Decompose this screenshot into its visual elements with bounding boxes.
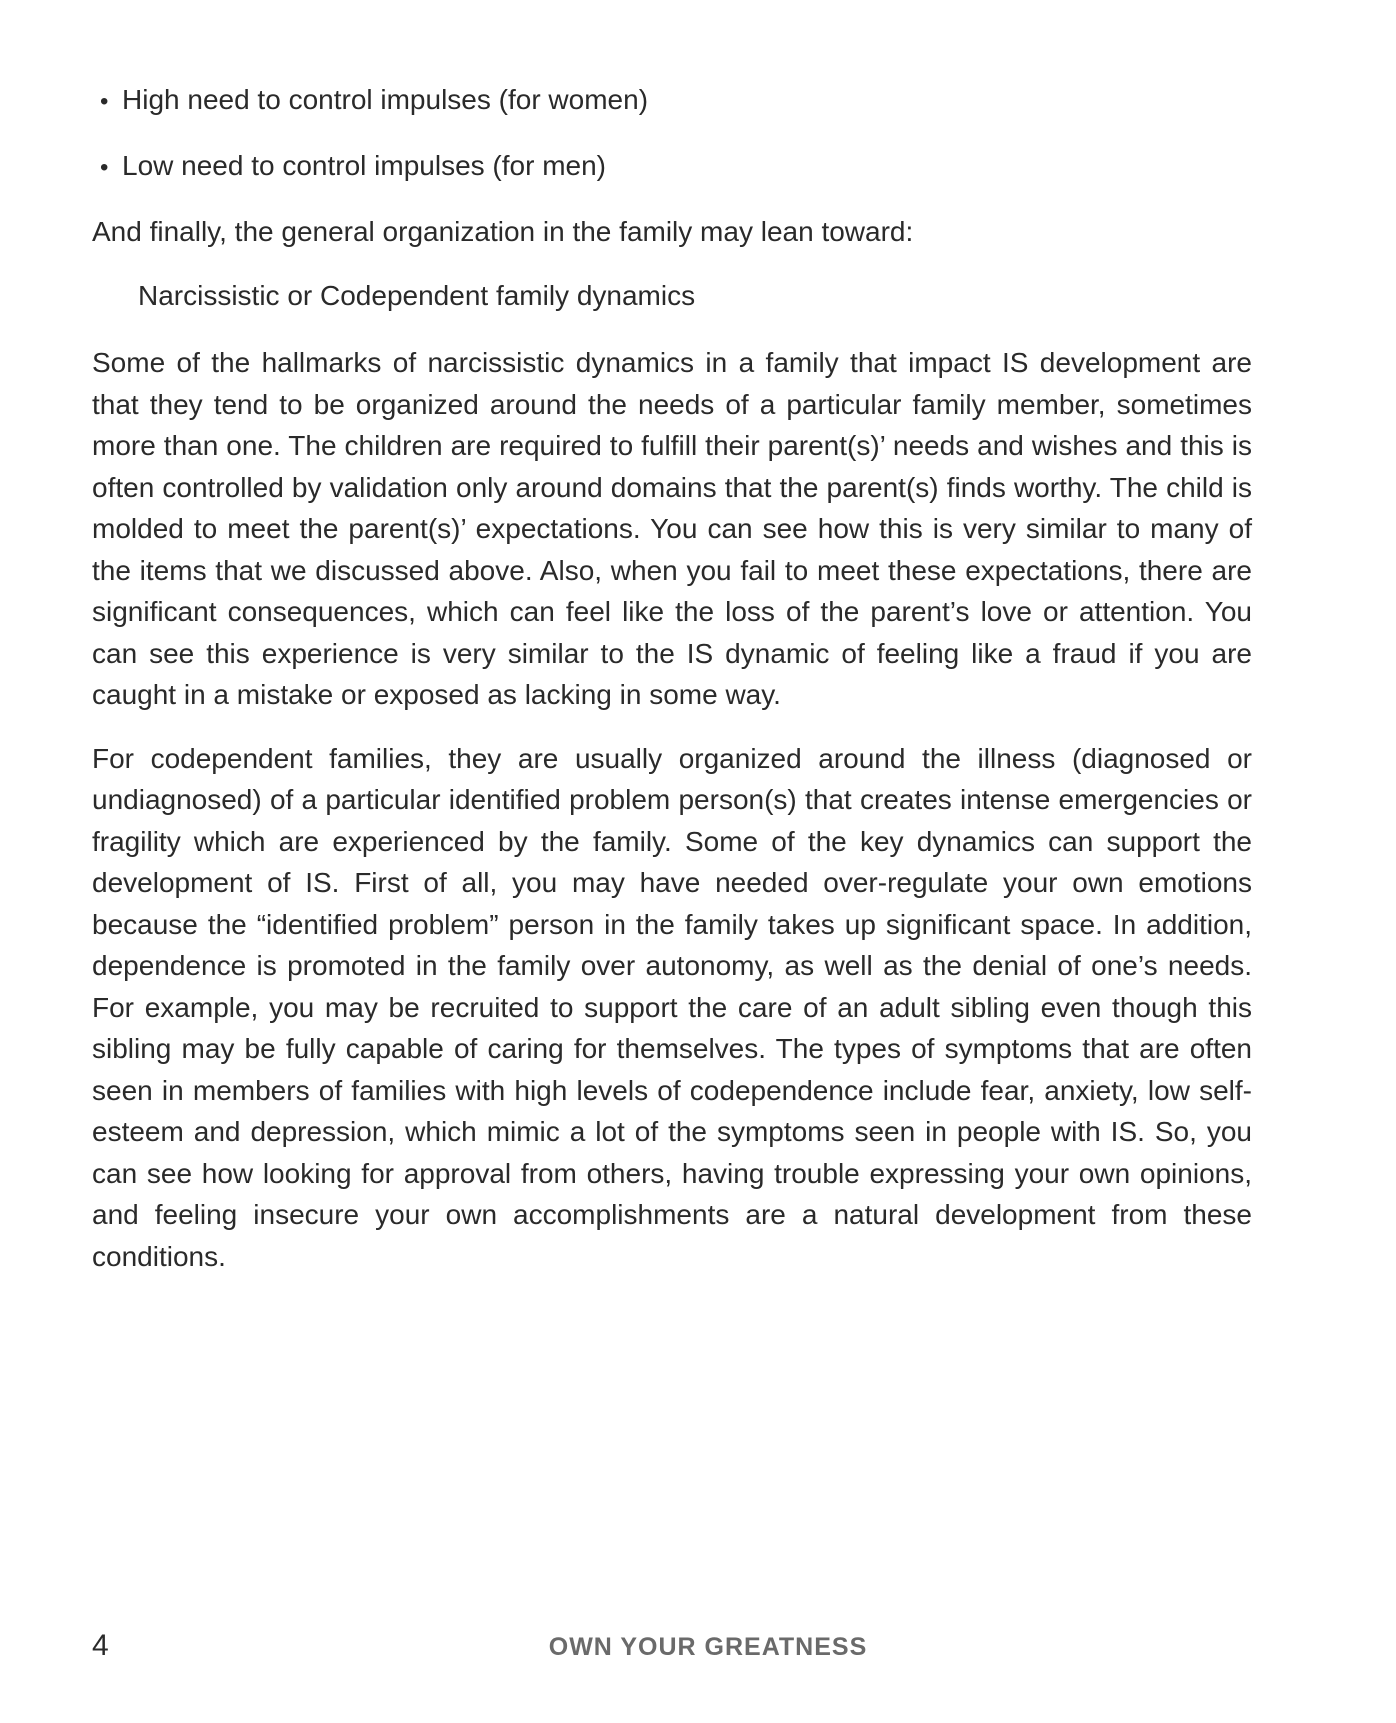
- paragraph-narcissistic: Some of the hallmarks of narcissistic dynamics in a family that impact IS development are that they tend to be organized around the needs of a particular family member, sometimes more than one. The children are required to fulfill their parent(s)’ needs and wishes and this is often controlled by validation only around domains that the parent(s) finds worthy. The child is molded to meet the parent(s)’ expectations. You can see how this is very similar to many of the items that we discussed above. Also, when you fail to meet these expectations, there are significant consequences, which can feel like the loss of the parent’s love or attention. You can see this experience is very similar to the IS dynamic of feeling like a fraud if you are caught in a mistake or exposed as lacking in some way.: [92, 347, 1252, 710]
- page-number: 4: [92, 1629, 109, 1662]
- paragraph-codependent: For codependent families, they are usually organized around the illness (diagnosed or undiagnosed) of a particular identified problem person(s) that creates intense emergencies or fragility which are experienced by the family. Some of the key dynamics can support the development of IS. First of all, you may have needed over-regulate your own emotions because the “identified problem” person in the family takes up significant space. In addition, dependence is promoted in the family over autonomy, as well as the denial of one’s needs. For example, you may be recruited to support the care of an adult sibling even though this sibling may be fully capable of caring for themselves. The types of symptoms that are often seen in members of families with high levels of codependence include fear, anxiety, low self-esteem and depression, which mimic a lot of the symptoms seen in people with IS. So, you can see how looking for approval from others, having trouble expressing your own opinions, and feeling insecure your own accomplishments are a natural development from these conditions.: [92, 742, 1252, 1272]
- bullet-item: [100, 82, 1252, 120]
- bullet-text: Low need to control impulses (for men): [122, 150, 606, 181]
- bullet-dot-icon: •: [100, 154, 109, 181]
- indented-line: Narcissistic or Codependent family dynamics: [138, 280, 696, 311]
- bullet-dot-icon: •: [100, 88, 109, 115]
- bullet-item: [100, 148, 1252, 186]
- page-body: [92, 82, 1252, 1299]
- running-footer-title: OWN YOUR GREATNESS: [548, 1633, 868, 1661]
- bullet-text: High need to control impulses (for women): [122, 84, 649, 115]
- intro-line: And finally, the general organization in the family may lean toward:: [92, 216, 914, 247]
